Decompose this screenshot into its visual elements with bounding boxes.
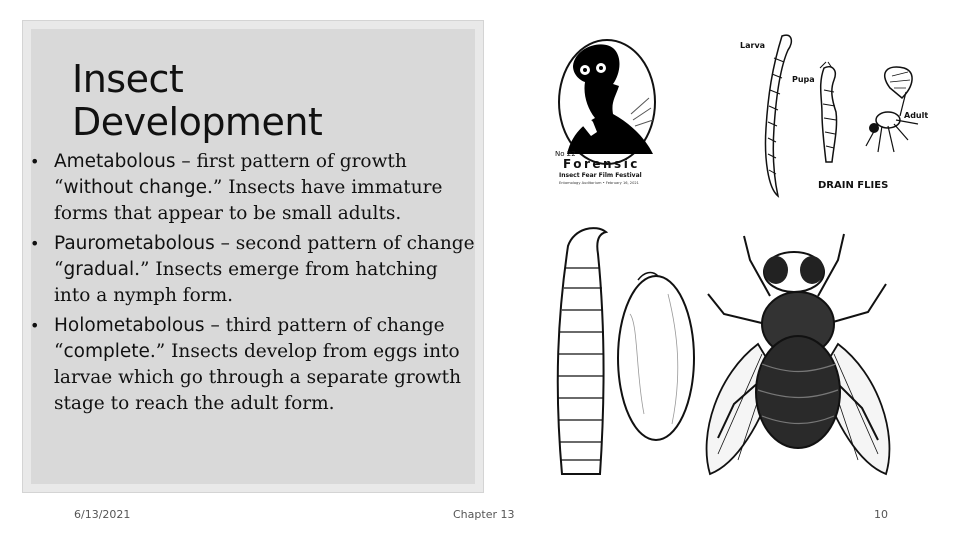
footer-date: 6/13/2021	[74, 508, 131, 521]
bullet-item	[30, 149, 475, 227]
fly-stages-image	[548, 224, 940, 486]
slide-title-line2: Development	[72, 100, 323, 144]
bullet-text: .” Insects develop from eggs into larvae which go through a separate growth stage to reach the adult form.	[54, 341, 462, 414]
slide-title-line1: Insect	[72, 57, 184, 101]
bullet-marker: •	[30, 316, 40, 335]
poster-title: Forensic	[563, 157, 640, 171]
footer-chapter: Chapter 13	[453, 508, 515, 521]
larva-label: Larva	[740, 41, 766, 50]
poster-number: No 22	[555, 150, 576, 158]
bullet-highlight: gradual	[63, 259, 135, 280]
bullet-text: .” Insects emerge from hatching into a nymph form.	[54, 259, 438, 306]
bullet-term: Ametabolous	[54, 151, 176, 172]
bullet-text: .” Insects have immature forms that appear to be small adults.	[54, 177, 443, 224]
festival-poster-image	[553, 28, 669, 188]
bullet-marker: •	[30, 234, 40, 253]
poster-subtitle: Insect Fear Film Festival	[559, 172, 642, 179]
drain-flies-image	[728, 28, 938, 200]
bullet-item	[30, 313, 475, 417]
drain-flies-caption: DRAIN FLIES	[818, 180, 889, 191]
bullet-marker: •	[30, 152, 40, 171]
bullet-term: Paurometabolous	[54, 233, 215, 254]
bullet-term: Holometabolous	[54, 315, 205, 336]
bullet-text: – first pattern of growth “	[54, 151, 407, 198]
bullet-item	[30, 231, 475, 309]
bullet-text: – second pattern of change “	[54, 233, 475, 280]
footer-page-number: 10	[874, 508, 888, 521]
adult-label: Adult	[904, 111, 929, 120]
bullet-highlight: without change	[63, 177, 207, 198]
slide-title	[72, 58, 322, 144]
bullet-highlight: complete	[63, 341, 150, 362]
bullet-text: – third pattern of change “	[54, 315, 445, 362]
bullet-list	[30, 149, 475, 421]
poster-small-print: Entomology Auditorium • February 16, 2021	[559, 181, 639, 185]
pupa-label: Pupa	[792, 75, 815, 84]
